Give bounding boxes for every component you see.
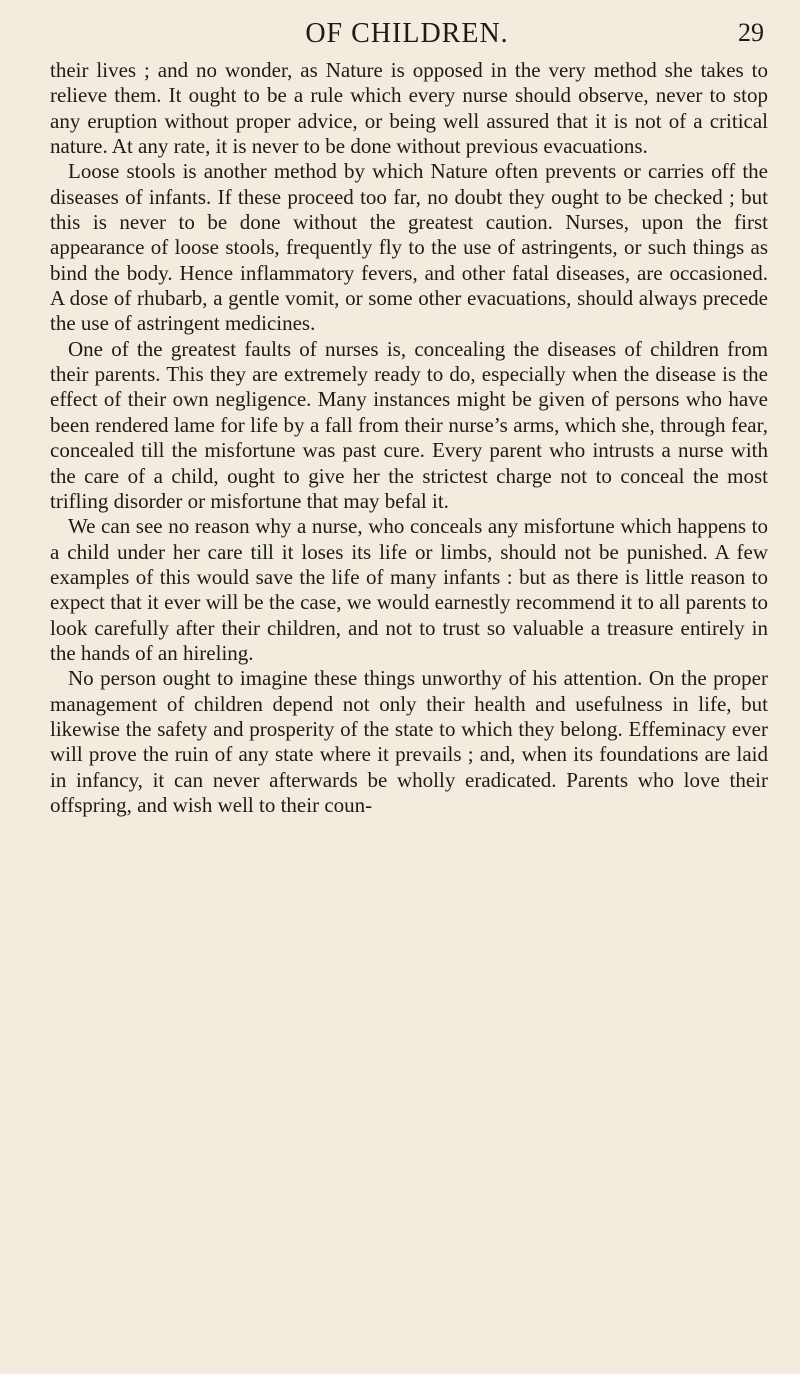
paragraph-2: Loose stools is another method by which Nature often prevents or carries off the diseases of infants. If these proceed too far, no doubt they ought to be checked ; but this is never to be done without the greatest caution. Nurses, upon the first appearance of loose stools, frequently fly to the use of astringents, or such things as bind the body. Hence inflammatory fevers, and other fatal diseases, are occasioned. A dose of rhubarb, a gentle vomit, or some other evacuations, should always precede the use of astringent medicines. bbox=[50, 159, 768, 336]
page-number: 29 bbox=[738, 18, 764, 47]
paragraph-1: their lives ; and no wonder, as Nature is opposed in the very method she takes to relieve them. It ought to be a rule which every nurse should observe, never to stop any eruption without proper advice, or being well assured that it is not of a critical nature. At any rate, it is never to be done without previous evacuations. bbox=[50, 58, 768, 159]
body-text bbox=[50, 58, 768, 818]
running-head bbox=[50, 14, 764, 54]
paragraph-4: We can see no reason why a nurse, who conceals any misfortune which happens to a child under her care till it loses its life or limbs, should not be punished. A few examples of this would save the life of many infants : but as there is little reason to expect that it ever will be the case, we would earnestly recommend it to all parents to look carefully after their children, and not to trust so valuable a treasure entirely in the hands of an hireling. bbox=[50, 514, 768, 665]
paragraph-3: One of the greatest faults of nurses is, concealing the diseases of children from their parents. This they are extremely ready to do, especially when the disease is the effect of their own negligence. Many instances might be given of persons who have been rendered lame for life by a fall from their nurse’s arms, which she, through fear, concealed till the misfortune was past cure. Every parent who intrusts a nurse with the care of a child, ought to give her the strictest charge not to conceal the most trifling disorder or misfortune that may befal it. bbox=[50, 336, 768, 513]
paragraph-5: No person ought to imagine these things unworthy of his attention. On the proper management of children depend not only their health and usefulness in life, but likewise the safety and prosperity of the state to which they belong. Effeminacy ever will prove the ruin of any state where it prevails ; and, when its foundations are laid in infancy, it can never afterwards be wholly eradicated. Parents who love their offspring, and wish well to their coun- bbox=[50, 666, 768, 817]
running-title: OF CHILDREN. bbox=[305, 18, 509, 49]
